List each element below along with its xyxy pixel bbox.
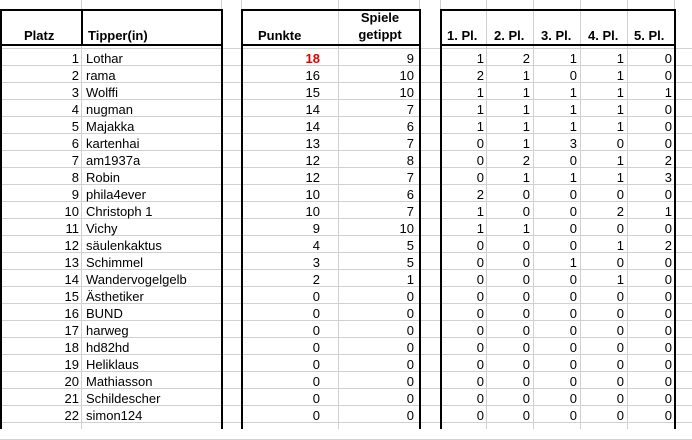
- place1-cell[interactable]: 2: [476, 187, 484, 202]
- games-played-cell[interactable]: 7: [406, 102, 414, 117]
- rank-cell[interactable]: 18: [64, 340, 79, 355]
- place4-cell[interactable]: 0: [616, 306, 624, 321]
- place1-cell[interactable]: 0: [476, 136, 484, 151]
- place1-cell[interactable]: 0: [476, 238, 484, 253]
- place2-cell[interactable]: 1: [522, 85, 530, 100]
- games-played-cell[interactable]: 5: [406, 238, 414, 253]
- tipper-name-cell[interactable]: Robin: [86, 170, 120, 185]
- games-played-cell[interactable]: 0: [406, 323, 414, 338]
- games-played-cell[interactable]: 10: [399, 85, 414, 100]
- rank-cell[interactable]: 20: [64, 374, 79, 389]
- place3-cell[interactable]: 0: [569, 374, 577, 389]
- place4-cell[interactable]: 0: [616, 357, 624, 372]
- place5-cell[interactable]: 0: [664, 136, 672, 151]
- rank-cell[interactable]: 2: [71, 68, 79, 83]
- place5-cell[interactable]: 0: [664, 391, 672, 406]
- header-tipper: Tipper(in): [88, 28, 148, 43]
- tipper-name-cell[interactable]: Vichy: [86, 221, 118, 236]
- rank-cell[interactable]: 15: [64, 289, 79, 304]
- games-played-cell[interactable]: 7: [406, 204, 414, 219]
- header-pl2: 2. Pl.: [494, 28, 525, 43]
- place1-cell[interactable]: 0: [476, 289, 484, 304]
- rank-cell[interactable]: 7: [71, 153, 79, 168]
- points-cell[interactable]: 0: [312, 323, 320, 338]
- place3-cell[interactable]: 1: [569, 255, 577, 270]
- place5-cell[interactable]: 0: [664, 272, 672, 287]
- place3-cell[interactable]: 0: [569, 323, 577, 338]
- rank-cell[interactable]: 9: [71, 187, 79, 202]
- points-cell[interactable]: 0: [312, 391, 320, 406]
- points-cell[interactable]: 3: [312, 255, 320, 270]
- place3-cell[interactable]: 3: [569, 136, 577, 151]
- place5-cell[interactable]: 0: [664, 102, 672, 117]
- place2-cell[interactable]: 0: [522, 323, 530, 338]
- rank-cell[interactable]: 4: [71, 102, 79, 117]
- tipper-name-cell[interactable]: Wandervogelgelb: [86, 272, 187, 287]
- rank-cell[interactable]: 10: [64, 204, 79, 219]
- place4-cell[interactable]: 0: [616, 340, 624, 355]
- place4-cell[interactable]: 1: [616, 170, 624, 185]
- header-punkte: Punkte: [258, 28, 302, 43]
- tipper-name-cell[interactable]: Lothar: [86, 51, 123, 66]
- place2-cell[interactable]: 0: [522, 306, 530, 321]
- place1-cell[interactable]: 0: [476, 340, 484, 355]
- place1-cell[interactable]: 0: [476, 272, 484, 287]
- header-spiele-line2: getippt: [358, 27, 402, 42]
- place2-cell[interactable]: 0: [522, 408, 530, 423]
- place4-cell[interactable]: 1: [616, 153, 624, 168]
- place3-cell[interactable]: 1: [569, 119, 577, 134]
- place4-cell[interactable]: 1: [616, 119, 624, 134]
- games-played-cell[interactable]: 0: [406, 374, 414, 389]
- place3-cell[interactable]: 1: [569, 85, 577, 100]
- place3-cell[interactable]: 0: [569, 391, 577, 406]
- tipper-name-cell[interactable]: am1937a: [86, 153, 141, 168]
- rank-cell[interactable]: 17: [64, 323, 79, 338]
- tipper-name-cell[interactable]: säulenkaktus: [86, 238, 162, 253]
- games-played-cell[interactable]: 0: [406, 408, 414, 423]
- games-played-cell[interactable]: 0: [406, 306, 414, 321]
- place1-cell[interactable]: 0: [476, 170, 484, 185]
- place2-cell[interactable]: 0: [522, 204, 530, 219]
- games-played-cell[interactable]: 6: [406, 119, 414, 134]
- points-cell[interactable]: 18: [305, 51, 320, 66]
- place1-cell[interactable]: 1: [476, 119, 484, 134]
- tipper-name-cell[interactable]: Schildescher: [86, 391, 161, 406]
- place5-cell[interactable]: 0: [664, 119, 672, 134]
- place5-cell[interactable]: 0: [664, 51, 672, 66]
- place2-cell[interactable]: 0: [522, 340, 530, 355]
- place4-cell[interactable]: 1: [616, 68, 624, 83]
- games-played-cell[interactable]: 7: [406, 170, 414, 185]
- place5-cell[interactable]: 0: [664, 289, 672, 304]
- place5-cell[interactable]: 0: [664, 255, 672, 270]
- games-played-cell[interactable]: 0: [406, 357, 414, 372]
- rank-cell[interactable]: 6: [71, 136, 79, 151]
- place5-cell[interactable]: 0: [664, 408, 672, 423]
- place1-cell[interactable]: 1: [476, 204, 484, 219]
- place2-cell[interactable]: 2: [522, 51, 530, 66]
- points-cell[interactable]: 0: [312, 374, 320, 389]
- placements-right-border: [674, 46, 676, 429]
- place2-cell[interactable]: 0: [522, 238, 530, 253]
- games-played-cell[interactable]: 6: [406, 187, 414, 202]
- place2-cell[interactable]: 0: [522, 272, 530, 287]
- tipper-name-cell[interactable]: harweg: [86, 323, 129, 338]
- place3-cell[interactable]: 0: [569, 408, 577, 423]
- place5-cell[interactable]: 0: [664, 357, 672, 372]
- header-separator: [81, 9, 83, 46]
- games-played-cell[interactable]: 0: [406, 289, 414, 304]
- place5-cell[interactable]: 1: [664, 204, 672, 219]
- points-cell[interactable]: 12: [305, 170, 320, 185]
- place4-cell[interactable]: 1: [616, 51, 624, 66]
- place1-cell[interactable]: 0: [476, 255, 484, 270]
- points-cell[interactable]: 0: [312, 340, 320, 355]
- place1-cell[interactable]: 1: [476, 51, 484, 66]
- place4-cell[interactable]: 1: [616, 85, 624, 100]
- games-column-right-border: [419, 46, 421, 429]
- place5-cell[interactable]: 3: [664, 170, 672, 185]
- place1-cell[interactable]: 0: [476, 374, 484, 389]
- tipper-name-cell[interactable]: Mathiasson: [86, 374, 153, 389]
- place2-cell[interactable]: 1: [522, 68, 530, 83]
- place2-cell[interactable]: 0: [522, 357, 530, 372]
- tipper-name-cell[interactable]: Schimmel: [86, 255, 144, 270]
- rank-cell[interactable]: 21: [64, 391, 79, 406]
- tipper-name-cell[interactable]: nugman: [86, 102, 133, 117]
- place4-cell[interactable]: 0: [616, 408, 624, 423]
- place3-cell[interactable]: 0: [569, 306, 577, 321]
- place2-cell[interactable]: 1: [522, 170, 530, 185]
- place3-cell[interactable]: 0: [569, 68, 577, 83]
- place1-cell[interactable]: 0: [476, 323, 484, 338]
- place2-cell[interactable]: 0: [522, 374, 530, 389]
- rank-cell[interactable]: 1: [71, 51, 79, 66]
- tipper-name-cell[interactable]: Ästhetiker: [86, 289, 144, 304]
- points-cell[interactable]: 2: [312, 272, 320, 287]
- header-pl4: 4. Pl.: [588, 28, 619, 43]
- place3-cell[interactable]: 0: [569, 187, 577, 202]
- place3-cell[interactable]: 0: [569, 153, 577, 168]
- games-played-cell[interactable]: 9: [406, 51, 414, 66]
- points-cell[interactable]: 0: [312, 306, 320, 321]
- place4-cell[interactable]: 0: [616, 187, 624, 202]
- points-cell[interactable]: 16: [305, 68, 320, 83]
- tipper-name-cell[interactable]: rama: [86, 68, 116, 83]
- tipper-name-cell[interactable]: hd82hd: [86, 340, 130, 355]
- place4-cell[interactable]: 0: [616, 221, 624, 236]
- place4-cell[interactable]: 0: [616, 289, 624, 304]
- games-played-cell[interactable]: 5: [406, 255, 414, 270]
- rank-cell[interactable]: 12: [64, 238, 79, 253]
- tipper-name-cell[interactable]: BUND: [86, 306, 123, 321]
- place5-cell[interactable]: 0: [664, 340, 672, 355]
- place3-cell[interactable]: 1: [569, 51, 577, 66]
- header-pl3: 3. Pl.: [541, 28, 572, 43]
- place2-cell[interactable]: 1: [522, 136, 530, 151]
- games-played-cell[interactable]: 0: [406, 391, 414, 406]
- points-cell[interactable]: 14: [305, 102, 320, 117]
- header-spiele-line1: Spiele: [360, 10, 400, 25]
- place1-cell[interactable]: 1: [476, 85, 484, 100]
- place1-cell[interactable]: 1: [476, 221, 484, 236]
- points-cell[interactable]: 12: [305, 153, 320, 168]
- points-cell[interactable]: 0: [312, 408, 320, 423]
- place4-cell[interactable]: 2: [616, 204, 624, 219]
- place4-cell[interactable]: 0: [616, 391, 624, 406]
- games-played-cell[interactable]: 7: [406, 136, 414, 151]
- points-cell[interactable]: 14: [305, 119, 320, 134]
- rank-cell[interactable]: 14: [64, 272, 79, 287]
- place4-cell[interactable]: 1: [616, 272, 624, 287]
- place5-cell[interactable]: 0: [664, 374, 672, 389]
- place2-cell[interactable]: 1: [522, 221, 530, 236]
- games-played-cell[interactable]: 0: [406, 340, 414, 355]
- rank-cell[interactable]: 22: [64, 408, 79, 423]
- place2-cell[interactable]: 0: [522, 289, 530, 304]
- place5-cell[interactable]: 2: [664, 153, 672, 168]
- tipper-name-cell[interactable]: Wolffi: [86, 85, 119, 100]
- games-played-cell[interactable]: 10: [399, 68, 414, 83]
- place1-cell[interactable]: 0: [476, 153, 484, 168]
- header-pl5: 5. Pl.: [634, 28, 665, 43]
- points-cell[interactable]: 9: [312, 221, 320, 236]
- rank-cell[interactable]: 3: [71, 85, 79, 100]
- place4-cell[interactable]: 0: [616, 136, 624, 151]
- tipper-name-cell[interactable]: Heliklaus: [86, 357, 139, 372]
- place5-cell[interactable]: 1: [664, 85, 672, 100]
- place3-cell[interactable]: 0: [569, 340, 577, 355]
- place2-cell[interactable]: 1: [522, 102, 530, 117]
- header-platz: Platz: [24, 28, 55, 43]
- place1-cell[interactable]: 0: [476, 306, 484, 321]
- place5-cell[interactable]: 0: [664, 187, 672, 202]
- place2-cell[interactable]: 0: [522, 255, 530, 270]
- place3-cell[interactable]: 0: [569, 357, 577, 372]
- place2-cell[interactable]: 2: [522, 153, 530, 168]
- place5-cell[interactable]: 2: [664, 238, 672, 253]
- place4-cell[interactable]: 0: [616, 255, 624, 270]
- games-played-cell[interactable]: 10: [399, 221, 414, 236]
- place3-cell[interactable]: 0: [569, 238, 577, 253]
- place3-cell[interactable]: 0: [569, 272, 577, 287]
- tipper-name-cell[interactable]: kartenhai: [86, 136, 140, 151]
- points-cell[interactable]: 10: [305, 204, 320, 219]
- games-played-cell[interactable]: 8: [406, 153, 414, 168]
- rank-cell[interactable]: 13: [64, 255, 79, 270]
- tipper-name-cell[interactable]: phila4ever: [86, 187, 146, 202]
- points-cell[interactable]: 0: [312, 289, 320, 304]
- tipper-name-cell[interactable]: Majakka: [86, 119, 135, 134]
- place2-cell[interactable]: 0: [522, 187, 530, 202]
- place3-cell[interactable]: 1: [569, 170, 577, 185]
- rank-cell[interactable]: 11: [65, 221, 79, 236]
- rank-cell[interactable]: 16: [64, 306, 79, 321]
- place4-cell[interactable]: 1: [616, 238, 624, 253]
- place5-cell[interactable]: 0: [664, 306, 672, 321]
- place5-cell[interactable]: 0: [664, 68, 672, 83]
- points-cell[interactable]: 10: [305, 187, 320, 202]
- place3-cell[interactable]: 0: [569, 204, 577, 219]
- grid-horizontal-line: [0, 48, 692, 49]
- rank-cell[interactable]: 8: [71, 170, 79, 185]
- place1-cell[interactable]: 1: [476, 102, 484, 117]
- place3-cell[interactable]: 0: [569, 221, 577, 236]
- place1-cell[interactable]: 0: [476, 357, 484, 372]
- place1-cell[interactable]: 0: [476, 408, 484, 423]
- place3-cell[interactable]: 0: [569, 289, 577, 304]
- place5-cell[interactable]: 0: [664, 323, 672, 338]
- tipper-name-cell[interactable]: Christoph 1: [86, 204, 153, 219]
- place1-cell[interactable]: 0: [476, 391, 484, 406]
- points-cell[interactable]: 4: [312, 238, 320, 253]
- rank-cell[interactable]: 19: [64, 357, 79, 372]
- place2-cell[interactable]: 1: [522, 119, 530, 134]
- name-column-right-border: [221, 46, 223, 429]
- points-cell[interactable]: 13: [305, 136, 320, 151]
- place1-cell[interactable]: 2: [476, 68, 484, 83]
- rank-cell[interactable]: 5: [71, 119, 79, 134]
- place4-cell[interactable]: 1: [616, 102, 624, 117]
- games-played-cell[interactable]: 1: [406, 272, 414, 287]
- tipper-name-cell[interactable]: simon124: [86, 408, 143, 423]
- header-pl1: 1. Pl.: [447, 28, 478, 43]
- place5-cell[interactable]: 0: [664, 221, 672, 236]
- place2-cell[interactable]: 0: [522, 391, 530, 406]
- points-cell[interactable]: 15: [305, 85, 320, 100]
- points-cell[interactable]: 0: [312, 357, 320, 372]
- place4-cell[interactable]: 0: [616, 374, 624, 389]
- place4-cell[interactable]: 0: [616, 323, 624, 338]
- place3-cell[interactable]: 1: [569, 102, 577, 117]
